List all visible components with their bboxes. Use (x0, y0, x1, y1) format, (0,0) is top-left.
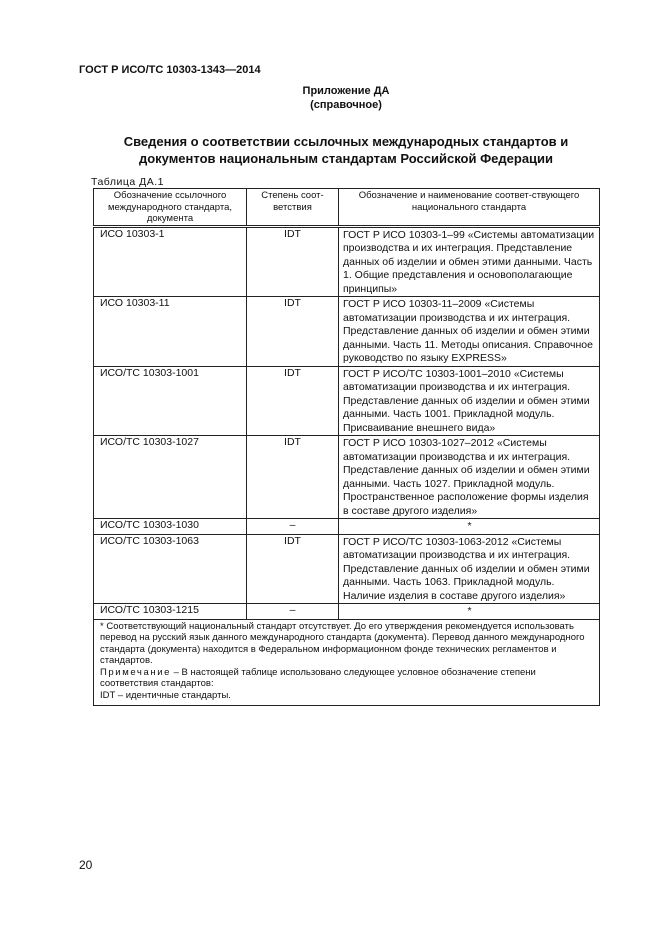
reference-cell: ИСО 10303-11 (94, 297, 247, 367)
degree-cell: IDT (247, 534, 339, 604)
page-number: 20 (79, 858, 93, 872)
reference-cell: ИСО/ТС 10303-1063 (94, 534, 247, 604)
table-footnote-row (94, 619, 600, 706)
appendix-heading (0, 84, 661, 112)
reference-cell: ИСО/ТС 10303-1030 (94, 519, 247, 535)
national-standard-cell: * (339, 604, 600, 620)
table-footnote (94, 619, 600, 706)
national-standard-cell: ГОСТ Р ИСО 10303-1–99 «Системы автоматизации производства и их интеграция. Представление данных об изделии и обмен этими данными. Часть 1. Общие представления и основополагающие принципы» (339, 226, 600, 297)
note (100, 667, 595, 690)
degree-cell: – (247, 519, 339, 535)
correspondence-table (93, 188, 600, 706)
appendix-type: (справочное) (310, 99, 382, 111)
national-standard-cell: * (339, 519, 600, 535)
national-standard-cell: ГОСТ Р ИСО 10303-1027–2012 «Системы автоматизации производства и их интеграция. Представление данных об изделии и обмен этими данными. Часть 1027. Прикладной модуль. Пространственное расположение формы изделия в составе другого изделия» (339, 436, 600, 519)
standard-id: ГОСТ Р ИСО/ТС 10303-1343—2014 (79, 64, 261, 76)
footnote-text: * Соответствующий национальный стандарт отсутствует. До его утверждения рекомендуется использовать перевод на русский язык данного международного стандарта (документа). Перевод данного международного стандарта (документа) находится в Федеральном информационном фонде технических регламентов и стандартов. (100, 620, 585, 666)
degree-cell: IDT (247, 366, 339, 436)
degree-cell: – (247, 604, 339, 620)
idt-legend: IDT – идентичные стандарты. (100, 689, 231, 701)
column-header-national: Обозначение и наименование соответ-ствующего национального стандарта (339, 189, 600, 227)
table-row (94, 297, 600, 367)
reference-cell: ИСО/ТС 10303-1215 (94, 604, 247, 620)
reference-cell: ИСО 10303-1 (94, 226, 247, 297)
table-row (94, 226, 600, 297)
note-label: Примечание (100, 666, 171, 678)
degree-cell: IDT (247, 297, 339, 367)
national-standard-cell: ГОСТ Р ИСО 10303-11–2009 «Системы автоматизации производства и их интеграция. Представление данных об изделии и обмен этими данными. Часть 11. Методы описания. Справочное руководство по языку EXPRESS» (339, 297, 600, 367)
page-title (79, 133, 613, 167)
table-header-row (94, 189, 600, 227)
reference-cell: ИСО/ТС 10303-1001 (94, 366, 247, 436)
column-header-degree: Степень соот-ветствия (247, 189, 339, 227)
title-line-2: документов национальным стандартам Российской Федерации (138, 151, 554, 166)
title-line-1: Сведения о соответствии ссылочных международных стандартов и (123, 134, 569, 149)
table-row (94, 604, 600, 620)
table-row (94, 534, 600, 604)
table-row (94, 436, 600, 519)
reference-cell: ИСО/ТС 10303-1027 (94, 436, 247, 519)
note-text: – В настоящей таблице использовано следующее условное обозначение степени соответствия стандартов: (100, 666, 536, 689)
degree-cell: IDT (247, 436, 339, 519)
table-caption: Таблица ДА.1 (91, 176, 164, 188)
table-row (94, 519, 600, 535)
table-row (94, 366, 600, 436)
degree-cell: IDT (247, 226, 339, 297)
national-standard-cell: ГОСТ Р ИСО/ТС 10303-1001–2010 «Системы автоматизации производства и их интеграция. Представление данных об изделии и обмен этими данными. Часть 1001. Прикладной модуль. Присваивание внешнего вида» (339, 366, 600, 436)
column-header-reference: Обозначение ссылочного международного стандарта, документа (94, 189, 247, 227)
appendix-label: Приложение ДА (302, 85, 390, 97)
national-standard-cell: ГОСТ Р ИСО/ТС 10303-1063-2012 «Системы автоматизации производства и их интеграция. Представление данных об изделии и обмен этими данными. Часть 1063. Прикладной модуль. Наличие изделия в составе другого изделия» (339, 534, 600, 604)
